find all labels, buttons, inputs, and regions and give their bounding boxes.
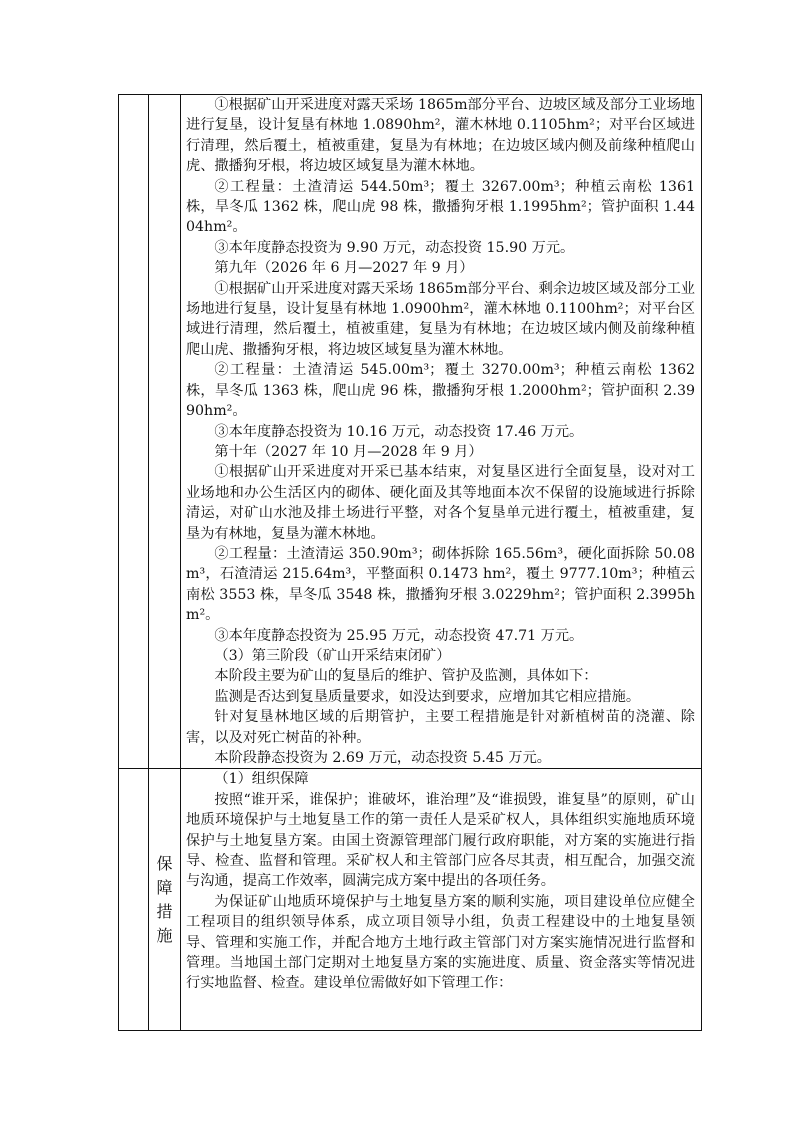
year9-paragraph-3: ③本年度静态投资为 10.16 万元，动态投资 17.46 万元。: [214, 423, 584, 440]
document-table: [118, 94, 702, 1031]
year8-paragraph-1: ①根据矿山开采进度对露天采场 1865m部分平台、边坡区域及部分工业场地进行复垦，设计复垦有林地 1.0890hm²，灌木林地 0.1105hm²；对平台区域进行清理，然后覆土，植被重建，复垦为有林地；在边坡区域内侧及前缘种植爬山虎、撒播狗牙根，将边坡区域复垦为灌木林地。: [186, 97, 695, 175]
safeguard-label: 保障措施: [156, 853, 173, 945]
organization-paragraph-1: 按照“谁开采，谁保护；谁破坏，谁治理”及“谁损毁，谁复垦”的原则，矿山地质环境保护与土地复垦工作的第一责任人是采矿权人，具体组织实施地质环境保护与土地复垦方案。由国土资源管理部门履行政府职能，对方案的实施进行指导、检查、监督和管理。采矿权人和主管部门应各尽其责，相互配合，加强交流与沟通，提高工作效率，圆满完成方案中提出的各项任务。: [186, 791, 695, 890]
table-row-reclamation-schedule: [119, 95, 702, 769]
empty-cell-left-bottom: [119, 769, 149, 1031]
year10-paragraph-2: ②工程量：土渣清运 350.90m³；砌体拆除 165.56m³，硬化面拆除 50.08m³，石渣清运 215.64m³，平整面积 0.1473 hm²，覆土 9777.10m³；种植云南松 3553 株，旱冬瓜 3548 株，撒播狗牙根 3.0229hm²；管护面积 2.3995hm²。: [186, 545, 695, 624]
empty-cell-label: [149, 95, 181, 769]
reclamation-schedule-text: [181, 95, 701, 768]
year10-heading: 第十年（2027 年 10 月—2028 年 9 月）: [214, 443, 483, 460]
empty-cell-left: [119, 95, 149, 769]
organization-heading: （1）组织保障: [214, 771, 309, 788]
reclamation-schedule-cell: [181, 95, 702, 769]
organization-paragraph-2: 为保证矿山地质环境保护与土地复垦方案的顺利实施，项目建设单位应健全工程项目的组织领导体系，成立项目领导小组，负责工程建设中的土地复垦领导、管理和实施工作，并配合地方土地行政主管部门对方案实施情况进行监督和管理。当地国土部门定期对土地复垦方案的实施进度、质量、资金落实等情况进行实地监督、检查。建设单位需做好如下管理工作：: [186, 893, 695, 992]
year10-paragraph-1: ①根据矿山开采进度对开采已基本结束，对复垦区进行全面复垦，设对对工业场地和办公生活区内的砌体、硬化面及其等地面本次不保留的设施域进行拆除清运，对矿山水池及排土场进行平整，对各个复垦单元进行覆土，植被重建，复垦为有林地，复垦为灌木林地。: [186, 464, 695, 542]
stage3-maintenance: 针对复垦林地区域的后期管护，主要工程措施是针对新植树苗的浇灌、除害，以及对死亡树苗的补种。: [186, 709, 695, 746]
table-row-safeguard-measures: [119, 769, 702, 1031]
stage3-investment: 本阶段静态投资为 2.69 万元，动态投资 5.45 万元。: [214, 750, 551, 766]
safeguard-text: [181, 769, 701, 993]
year9-paragraph-1: ①根据矿山开采进度对露天采场 1865m部分平台、剩余边坡区域及部分工业场地进行复垦，设计复垦有林地 1.0900hm²，灌木林地 0.1100hm²；对平台区域进行清理，然后覆土，植被重建，复垦为有林地；在边坡区域内侧及前缘种植爬山虎、撒播狗牙根，将边坡区域复垦为灌木林地。: [186, 280, 695, 358]
stage3-intro: 本阶段主要为矿山的复垦后的维护、管护及监测，具体如下：: [214, 668, 598, 685]
stage3-heading: （3）第三阶段（矿山开采结束闭矿）: [214, 647, 451, 664]
safeguard-content-cell: [181, 769, 702, 1031]
year9-heading: 第九年（2026 年 6 月—2027 年 9 月）: [214, 260, 474, 277]
safeguard-label-cell: [149, 769, 181, 1031]
stage3-monitoring: 监测是否达到复垦质量要求，如没达到要求，应增加其它相应措施。: [214, 688, 641, 705]
year9-paragraph-2: ②工程量：土渣清运 545.00m³；覆土 3270.00m³；种植云南松 1362 株，旱冬瓜 1363 株，爬山虎 96 株，撒播狗牙根 1.2000hm²；管护面积 2.3990hm²。: [186, 362, 695, 420]
year8-paragraph-2: ②工程量：土渣清运 544.50m³；覆土 3267.00m³；种植云南松 1361 株，旱冬瓜 1362 株，爬山虎 98 株，撒播狗牙根 1.1995hm²；管护面积 1.4404hm²。: [186, 178, 695, 236]
year8-paragraph-3: ③本年度静态投资为 9.90 万元，动态投资 15.90 万元。: [214, 239, 575, 256]
year10-paragraph-3: ③本年度静态投资为 25.95 万元，动态投资 47.71 万元。: [214, 627, 584, 644]
